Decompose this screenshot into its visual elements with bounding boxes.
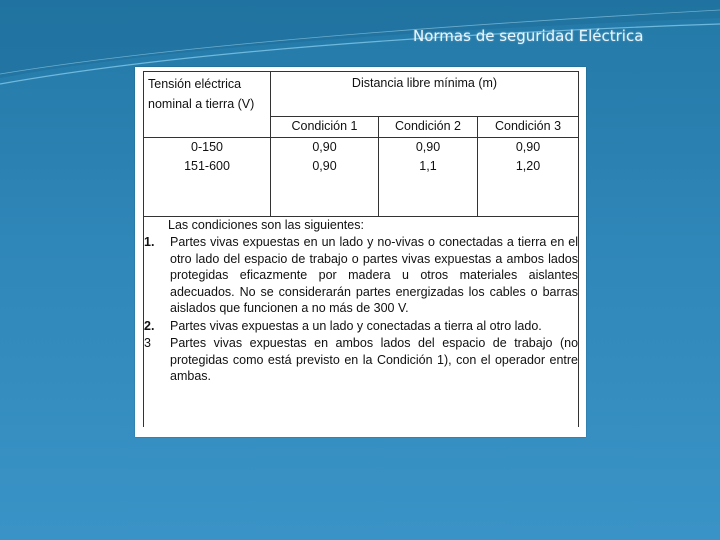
note-text: Partes vivas expuestas a un lado y conectadas a tierra al otro lado. xyxy=(170,318,542,333)
note-number: 1. xyxy=(144,235,155,249)
c2-high-value: 1,1 xyxy=(419,159,437,173)
c2-low-value: 0,90 xyxy=(415,140,441,154)
note-item xyxy=(144,234,578,317)
notes-intro: Las condiciones son las siguientes: xyxy=(168,218,364,232)
voltage-ranges xyxy=(144,138,271,217)
clearance-table xyxy=(143,71,579,427)
voltage-header xyxy=(144,72,271,138)
range-high: 151-600 xyxy=(184,159,230,173)
condition-1-header: Condición 1 xyxy=(271,117,379,138)
condition-2-header: Condición 2 xyxy=(379,117,478,138)
voltage-header-line2: nominal a tierra (V) xyxy=(148,97,255,111)
note-item xyxy=(144,335,578,385)
note-text: Partes vivas expuestas en un lado y no-vivas o conectadas a tierra en el otro lado del espacio de trabajo o partes vivas expuestas a ambos lados protegidas eficazmente por madera u otros materiales aislantes adecuados. No se considerarán partes energizadas los cables o barras aislados que funcionen a no más de 300 V. xyxy=(170,235,579,315)
distance-header: Distancia libre mínima (m) xyxy=(271,72,579,117)
c1-low-value: 0,90 xyxy=(312,140,337,154)
voltage-header-line1: Tensión eléctrica xyxy=(148,77,242,91)
note-item xyxy=(144,318,578,335)
range-low: 0-150 xyxy=(191,140,223,154)
condition-2-values xyxy=(379,138,478,217)
c1-high-value: 0,90 xyxy=(312,159,337,173)
c3-low-value: 0,90 xyxy=(515,140,541,154)
condition-3-values xyxy=(478,138,579,217)
note-number: 3 xyxy=(144,336,151,350)
conditions-notes xyxy=(144,217,579,428)
slide-title: Normas de seguridad Eléctrica xyxy=(413,27,644,45)
condition-3-header: Condición 3 xyxy=(478,117,579,138)
note-text: Partes vivas expuestas en ambos lados del espacio de trabajo (no protegidas como está previsto en la Condición 1), con el operador entre ambas. xyxy=(170,336,579,383)
condition-1-values xyxy=(271,138,379,217)
regulation-table-image xyxy=(135,67,586,437)
note-number: 2. xyxy=(144,318,155,333)
c3-high-value: 1,20 xyxy=(515,159,541,173)
